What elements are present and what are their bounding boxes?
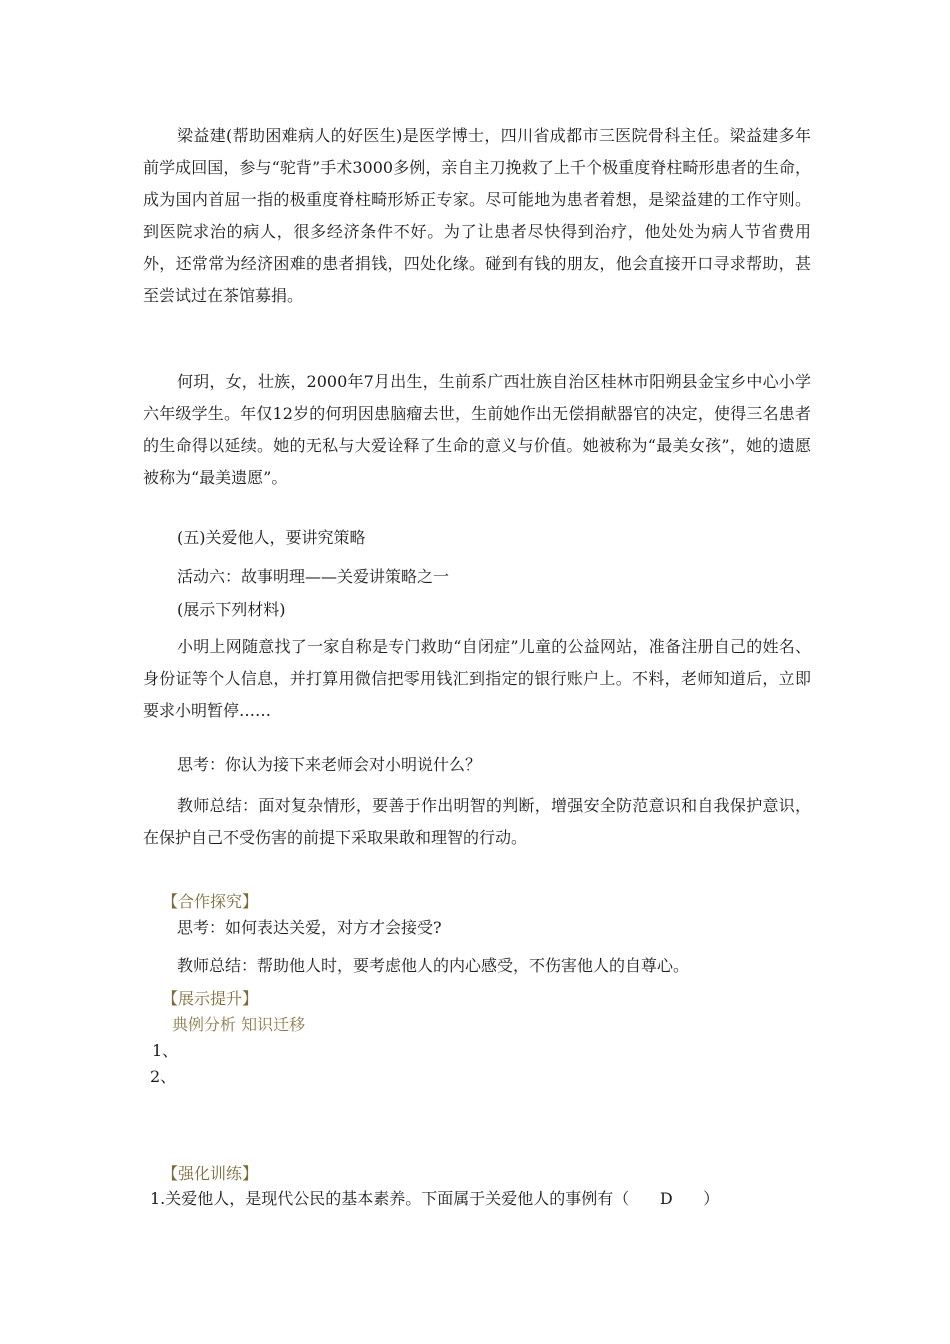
paragraph-liang-yijian: 梁益建(帮助困难病人的好医生)是医学博士，四川省成都市三医院骨科主任。梁益建多年前学成回国，参与“驼背”手术3000多例，亲自主刀挽救了上千个极重度脊柱畸形患者的生命，成为国内首屈一指的极重度脊柱畸形矫正专家。尽可能地为患者着想，是梁益建的工作守则。到医院求治的病人，很多经济条件不好。为了让患者尽快得到治疗，他处处为病人节省费用外，还常常为经济困难的患者捐钱，四处化缘。碰到有钱的朋友，他会直接开口寻求帮助，甚至尝试过在茶馆募捐。 [143, 126, 811, 305]
think-question-1: 思考：你认为接下来老师会对小明说什么？ [177, 755, 482, 774]
training-question-1-text: 1.关爱他人，是现代公民的基本素养。下面属于关爱他人的事例有（ [150, 1189, 630, 1208]
cooperation-heading: 【合作探究】 [162, 892, 259, 911]
showcase-item-1: 1、 [152, 1041, 179, 1060]
paragraph-xiaoming: 小明上网随意找了一家自称是专门救助“自闭症”儿童的公益网站，准备注册自己的姓名、身份证等个人信息，并打算用微信把零用钱汇到指定的银行账户上。不料，老师知道后，立即要求小明暂停…… [143, 637, 811, 720]
training-question-1-answer: D [659, 1189, 673, 1208]
show-material-note: (展示下列材料) [177, 600, 286, 619]
showcase-item-2: 2、 [150, 1067, 177, 1086]
activity-6-title: 活动六：故事明理——关爱讲策略之一 [177, 567, 450, 586]
cooperation-think: 思考：如何表达关爱，对方才会接受? [177, 918, 442, 937]
showcase-subheading: 典例分析 知识迁移 [172, 1015, 306, 1034]
cooperation-summary: 教师总结：帮助他人时，要考虑他人的内心感受，不伤害他人的自尊心。 [177, 956, 690, 975]
training-question-1-close: ） [703, 1189, 720, 1208]
showcase-heading: 【展示提升】 [162, 989, 259, 1008]
section-heading-5: (五)关爱他人，要讲究策略 [177, 528, 366, 547]
training-heading: 【强化训练】 [162, 1164, 259, 1183]
training-question-1 [150, 1188, 719, 1210]
paragraph-he-yue: 何玥，女，壮族，2000年7月出生，生前系广西壮族自治区桂林市阳朔县金宝乡中心小学六年级学生。年仅12岁的何玥因患脑瘤去世，生前她作出无偿捐献器官的决定，使得三名患者的生命得以延续。她的无私与大爱诠释了生命的意义与价值。她被称为“最美女孩”，她的遗愿被称为“最美遗愿”。 [143, 372, 811, 487]
teacher-summary-1: 教师总结：面对复杂情形，要善于作出明智的判断，增强安全防范意识和自我保护意识，在保护自己不受伤害的前提下采取果敢和理智的行动。 [143, 796, 811, 847]
